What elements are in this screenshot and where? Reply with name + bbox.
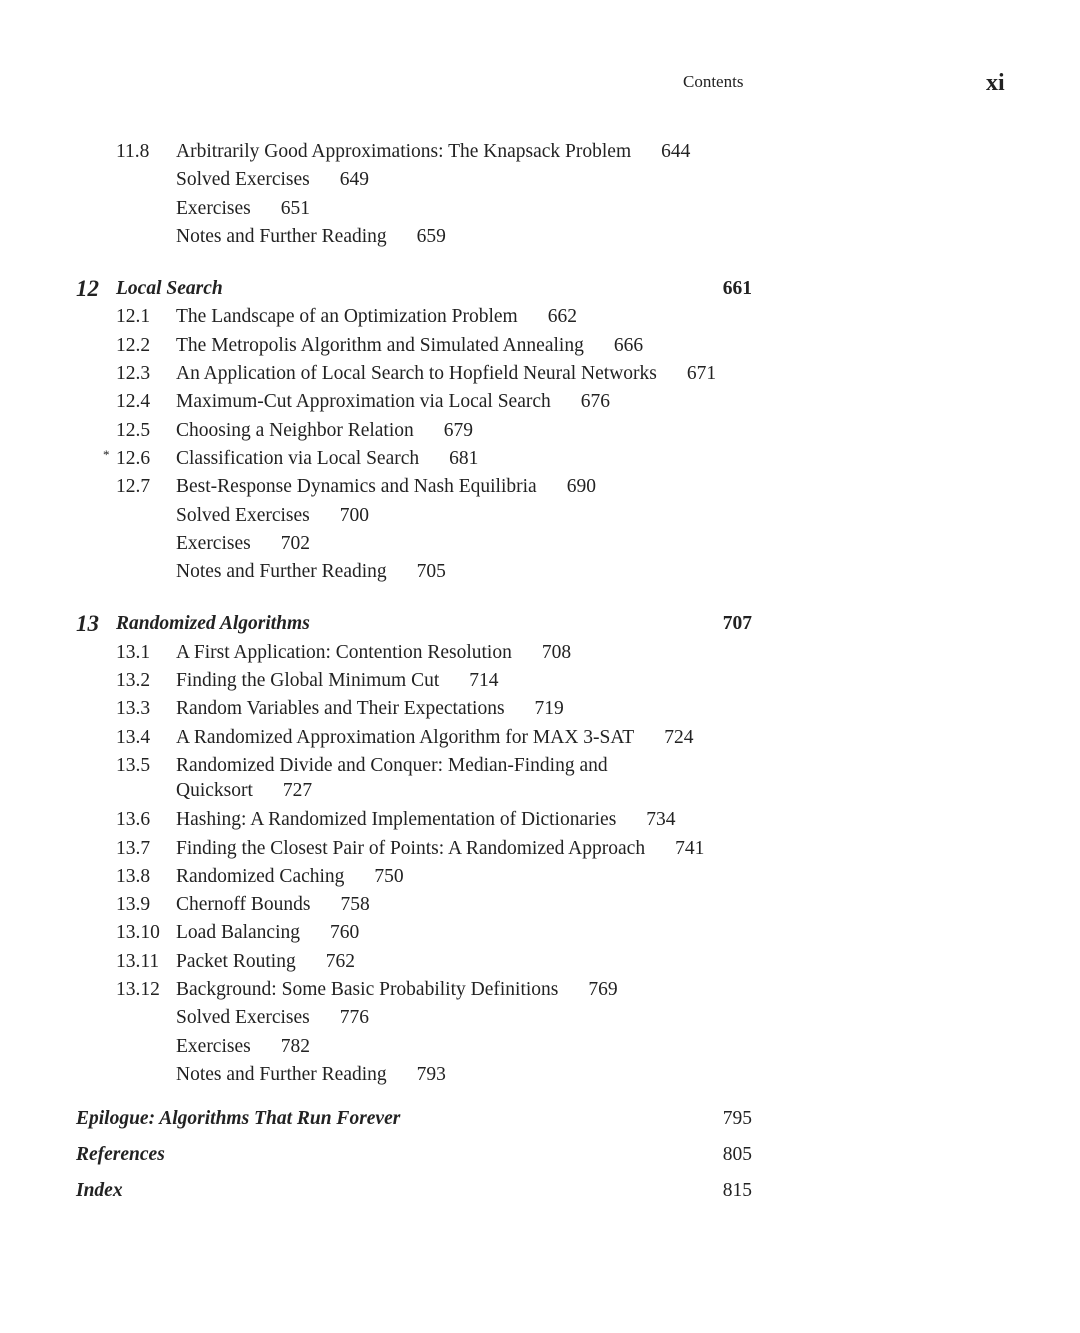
section-title-text: Notes and Further Reading	[176, 1063, 387, 1085]
toc-entry[interactable]	[0, 303, 1080, 331]
section-page: 659	[416, 225, 446, 247]
toc-entry[interactable]	[0, 919, 1080, 947]
chapter-title: Local Search	[116, 278, 223, 300]
backmatter-entry[interactable]	[0, 1173, 1080, 1209]
section-page: 782	[280, 1035, 310, 1057]
section-page: 708	[541, 641, 572, 663]
toc-entry[interactable]	[0, 724, 1080, 752]
section-page: 666	[613, 334, 644, 356]
section-title-text: Quicksort	[176, 780, 253, 802]
section-title	[176, 223, 446, 251]
section-title	[176, 473, 596, 501]
section-page: 679	[443, 419, 474, 441]
toc-entry[interactable]	[0, 695, 1080, 723]
section-title	[176, 303, 577, 331]
section-page: 662	[547, 306, 577, 328]
chapter-number: 13	[76, 611, 99, 637]
section-number: 13.6	[116, 809, 151, 831]
section-title-text: A Randomized Approximation Algorithm for MAX 3-SAT	[176, 726, 635, 748]
section-title	[176, 332, 643, 360]
section-title-text: The Landscape of an Optimization Problem	[176, 306, 518, 328]
section-number: 13.3	[116, 698, 151, 720]
section-page: 724	[664, 726, 694, 748]
section-title	[176, 502, 369, 530]
section-page: 734	[646, 809, 676, 831]
section-number: 12.1	[116, 306, 151, 328]
section-title	[176, 166, 369, 194]
running-head: Contents	[683, 72, 744, 91]
section-title-text: Best-Response Dynamics and Nash Equilibria	[176, 476, 537, 498]
section-page: 671	[686, 363, 717, 385]
section-title	[176, 445, 478, 473]
backmatter-title: Epilogue: Algorithms That Run Forever	[76, 1108, 401, 1130]
section-title	[176, 695, 564, 723]
section-title-text: Maximum-Cut Approximation via Local Search	[176, 391, 551, 413]
section-title-text: The Metropolis Algorithm and Simulated Annealing	[176, 334, 584, 356]
section-title	[176, 806, 676, 834]
chapter-heading[interactable]	[0, 275, 1080, 303]
toc-entry[interactable]	[0, 138, 1080, 166]
section-title-text: Classification via Local Search	[176, 447, 420, 469]
section-number: 12.2	[116, 334, 151, 356]
toc-entry[interactable]	[0, 166, 1080, 194]
section-title	[176, 976, 618, 1004]
section-number: 13.2	[116, 670, 151, 692]
section-page: 762	[325, 950, 355, 972]
section-page: 649	[339, 169, 370, 191]
section-page: 760	[330, 922, 360, 944]
section-title-text: Finding the Global Minimum Cut	[176, 670, 440, 692]
section-title-text: Background: Some Basic Probability Definitions	[176, 979, 559, 1001]
section-page: 769	[588, 979, 618, 1001]
toc-entry[interactable]	[0, 752, 1080, 780]
section-number: 13.4	[116, 726, 151, 748]
section-title-text: Solved Exercises	[176, 169, 310, 191]
section-title	[176, 388, 610, 416]
chapter-page: 661	[722, 278, 752, 300]
backmatter-entry[interactable]	[0, 1137, 1080, 1173]
toc-entry[interactable]	[0, 360, 1080, 388]
section-title	[176, 919, 359, 947]
section-page: 758	[340, 894, 370, 916]
table-of-contents	[0, 138, 1080, 1209]
section-title	[176, 891, 370, 919]
section-title-text: Exercises	[176, 532, 251, 554]
section-title	[176, 558, 446, 586]
section-page: 719	[534, 698, 564, 720]
backmatter-title: Index	[76, 1180, 123, 1202]
chapter-number: 12	[76, 276, 99, 302]
toc-entry[interactable]	[0, 1004, 1080, 1032]
backmatter-page: 795	[722, 1108, 752, 1130]
section-number: 13.12	[116, 979, 160, 1001]
section-title-text: Exercises	[176, 1035, 251, 1057]
section-title-text: Notes and Further Reading	[176, 225, 387, 247]
section-number: 13.11	[116, 950, 160, 972]
section-title	[176, 778, 312, 804]
toc-entry[interactable]	[0, 835, 1080, 863]
section-number: 13.7	[116, 837, 151, 859]
section-number: 12.3	[116, 363, 151, 385]
backmatter-title: References	[76, 1144, 165, 1166]
section-page: 793	[416, 1063, 446, 1085]
section-title-text: Randomized Divide and Conquer: Median-Finding and	[176, 754, 608, 776]
section-number: 12.6	[116, 447, 151, 469]
backmatter-page: 815	[722, 1180, 752, 1202]
section-page: 702	[280, 532, 310, 554]
section-title-text: Packet Routing	[176, 950, 296, 972]
section-title-text: Load Balancing	[176, 922, 300, 944]
toc-entry[interactable]	[0, 332, 1080, 360]
toc-entry[interactable]	[0, 195, 1080, 223]
section-number: 13.8	[116, 865, 151, 887]
section-number: 13.1	[116, 641, 151, 663]
toc-entry[interactable]	[0, 445, 1080, 473]
section-title	[176, 1004, 369, 1032]
section-title-text: An Application of Local Search to Hopfield Neural Networks	[176, 363, 657, 385]
section-page: 705	[416, 561, 446, 583]
section-page: 750	[374, 865, 404, 887]
section-title	[176, 724, 693, 752]
section-page: 690	[566, 476, 596, 498]
section-page: 676	[580, 391, 611, 413]
section-title	[176, 530, 310, 558]
section-page: 700	[339, 504, 370, 526]
section-title-text: Exercises	[176, 197, 251, 219]
section-page: 776	[339, 1007, 370, 1029]
section-page: 644	[661, 141, 691, 162]
section-number: 13.5	[116, 754, 151, 776]
toc-entry[interactable]	[0, 639, 1080, 667]
optional-section-star: *	[103, 446, 110, 462]
section-title-text: Solved Exercises	[176, 1007, 310, 1029]
toc-entry[interactable]	[0, 976, 1080, 1004]
section-number: 13.9	[116, 894, 151, 916]
section-title-text: Notes and Further Reading	[176, 561, 387, 583]
section-title	[176, 667, 499, 695]
chapter-page: 707	[722, 613, 752, 635]
section-title-text: Arbitrarily Good Approximations: The Knapsack Problem	[176, 141, 632, 162]
chapter-heading[interactable]	[0, 610, 1080, 638]
section-title	[176, 1033, 310, 1061]
section-title	[176, 195, 310, 223]
toc-entry-continuation[interactable]	[0, 780, 1080, 806]
toc-entry[interactable]	[0, 558, 1080, 586]
section-title-text: Solved Exercises	[176, 504, 310, 526]
section-page: 727	[282, 780, 313, 802]
toc-entry[interactable]	[0, 891, 1080, 919]
section-title-text: Chernoff Bounds	[176, 894, 311, 916]
section-number: 12.7	[116, 476, 151, 498]
toc-entry[interactable]	[0, 530, 1080, 558]
section-page: 651	[280, 197, 310, 219]
chapter-title: Randomized Algorithms	[116, 613, 310, 635]
section-title	[176, 948, 355, 976]
section-title-text: Random Variables and Their Expectations	[176, 698, 505, 720]
section-page: 741	[675, 837, 705, 859]
section-title	[176, 138, 690, 166]
toc-entry[interactable]	[0, 473, 1080, 501]
section-number: 13.10	[116, 922, 160, 944]
toc-entry[interactable]	[0, 223, 1080, 251]
section-title	[176, 1061, 446, 1089]
section-page: 714	[469, 670, 499, 692]
toc-entry[interactable]	[0, 1061, 1080, 1089]
toc-entry[interactable]	[0, 388, 1080, 416]
section-title-text: Choosing a Neighbor Relation	[176, 419, 414, 441]
section-title	[176, 360, 716, 388]
toc-entry[interactable]	[0, 948, 1080, 976]
toc-entry[interactable]	[0, 1033, 1080, 1061]
toc-entry[interactable]	[0, 667, 1080, 695]
section-title	[176, 639, 571, 667]
section-title-text: Hashing: A Randomized Implementation of Dictionaries	[176, 809, 617, 831]
toc-entry[interactable]	[0, 502, 1080, 530]
section-title	[176, 835, 704, 863]
page-number: xi	[986, 70, 1005, 96]
section-title-text: Randomized Caching	[176, 865, 345, 887]
section-title	[176, 752, 608, 780]
toc-entry[interactable]	[0, 417, 1080, 445]
backmatter-entry[interactable]	[0, 1101, 1080, 1137]
section-title-text: A First Application: Contention Resolution	[176, 641, 512, 663]
section-number: 12.5	[116, 419, 151, 441]
section-title-text: Finding the Closest Pair of Points: A Randomized Approach	[176, 837, 646, 859]
toc-entry[interactable]	[0, 806, 1080, 834]
section-page: 681	[449, 447, 479, 469]
section-number: 11.8	[116, 141, 150, 162]
section-title	[176, 863, 404, 891]
backmatter-page: 805	[722, 1144, 752, 1166]
toc-entry[interactable]	[0, 863, 1080, 891]
section-number: 12.4	[116, 391, 151, 413]
section-title	[176, 417, 473, 445]
